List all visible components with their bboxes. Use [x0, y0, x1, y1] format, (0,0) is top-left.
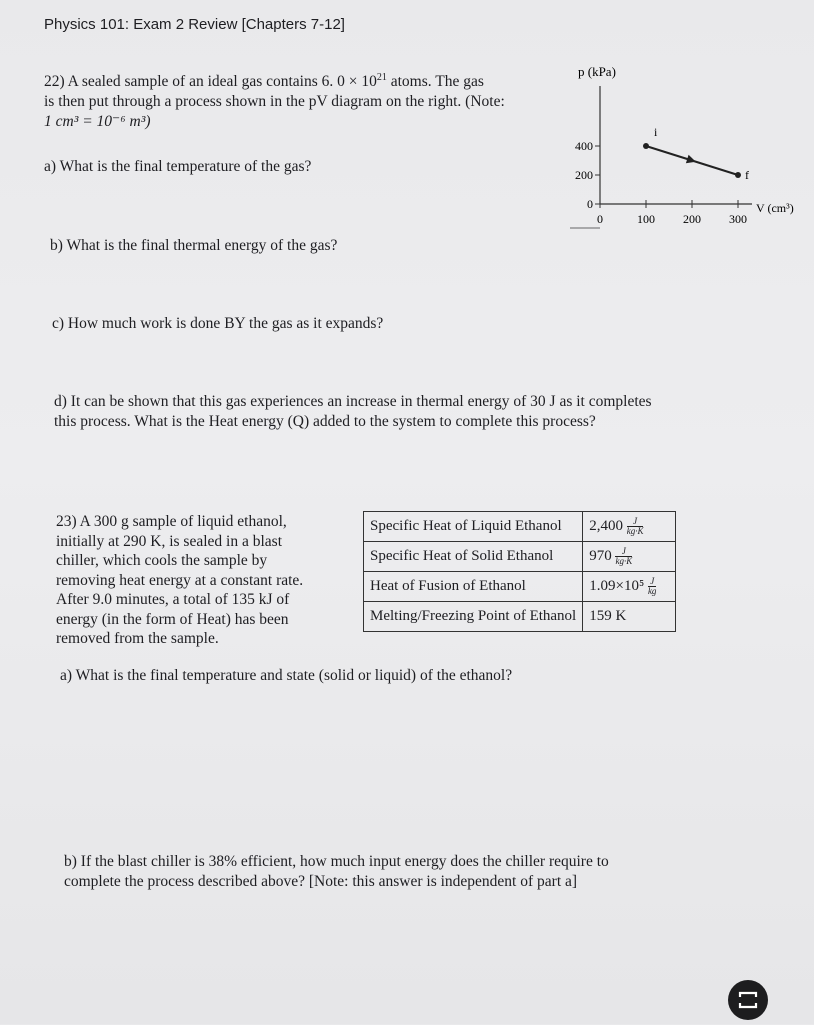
- q23-line: energy (in the form of Heat) has been: [56, 610, 289, 628]
- scan-glyph-icon: [728, 980, 768, 1020]
- table-row: [364, 512, 676, 542]
- y-axis-label: p (kPa): [578, 64, 616, 79]
- q23-line: removing heat energy at a constant rate.: [56, 571, 304, 589]
- question-22: [44, 68, 564, 132]
- table-value: 970 $\frac{J}{kg\cdot K}$: [583, 542, 676, 572]
- table-label: Specific Heat of Liquid Ethanol: [364, 512, 583, 542]
- table-row: [364, 572, 676, 602]
- q23-line: 23) A 300 g sample of liquid ethanol,: [56, 513, 287, 530]
- q23-part-b: [64, 852, 724, 892]
- table-value: 1.09×10⁵ $\frac{J}{kg}$: [583, 572, 676, 602]
- table-label: Melting/Freezing Point of Ethanol: [364, 602, 583, 632]
- table-label: Specific Heat of Solid Ethanol: [364, 542, 583, 572]
- table-value: 159 K: [583, 602, 676, 632]
- q23-part-a: a) What is the final temperature and state (solid or liquid) of the ethanol?: [60, 667, 513, 684]
- q22-part-c: c) How much work is done BY the gas as it expands?: [52, 315, 384, 332]
- x-tick-label: 200: [683, 212, 701, 226]
- q23-line: initially at 290 K, is sealed in a blast: [56, 532, 282, 550]
- q22-part-b: b) What is the final thermal energy of the gas?: [50, 237, 338, 254]
- page-title: Physics 101: Exam 2 Review [Chapters 7-12]: [44, 16, 345, 33]
- scan-icon[interactable]: [728, 980, 768, 1020]
- y-tick-label: 400: [575, 139, 593, 153]
- q23-b-line1: b) If the blast chiller is 38% efficient, how much input energy does the chiller require to: [64, 853, 609, 870]
- q22-d-line1: d) It can be shown that this gas experiences an increase in thermal energy of 30 J as it completes: [54, 393, 652, 410]
- y-tick-label: 0: [587, 197, 593, 211]
- table-label: Heat of Fusion of Ethanol: [364, 572, 583, 602]
- ethanol-properties-table: [363, 511, 676, 632]
- table-row: [364, 542, 676, 572]
- q22-line1: 22) A sealed sample of an ideal gas contains 6. $0 \times 10^{21}$ atoms. The gas: [44, 72, 484, 91]
- table-value: 2,400 $\frac{J}{kg\cdot K}$: [583, 512, 676, 542]
- initial-point-label: i: [654, 125, 658, 139]
- q22-d-line2: this process. What is the Heat energy (Q) added to the system to complete this process?: [54, 413, 596, 430]
- initial-point: [643, 143, 649, 149]
- q22-line2: is then put through a process shown in the pV diagram on the right. (Note:: [44, 93, 505, 111]
- x-axis-label: V (cm³): [756, 201, 794, 215]
- final-point: [735, 172, 741, 178]
- q22-line3: 1 cm³ = 10⁻⁶ m³): [44, 113, 151, 131]
- question-23: [56, 512, 346, 649]
- table-row: [364, 602, 676, 632]
- q23-line: After 9.0 minutes, a total of 135 kJ of: [56, 591, 290, 608]
- q23-line: removed from the sample.: [56, 630, 219, 647]
- q23-b-line2: complete the process described above? [Note: this answer is independent of part a]: [64, 873, 578, 890]
- x-tick-label: 100: [637, 212, 655, 226]
- q22-part-a: a) What is the final temperature of the gas?: [44, 158, 312, 175]
- q22-part-d: [54, 392, 734, 432]
- x-tick-label: 0: [597, 212, 603, 226]
- q23-line: chiller, which cools the sample by: [56, 552, 268, 569]
- y-tick-label: 200: [575, 168, 593, 182]
- pv-diagram: [560, 56, 810, 236]
- final-point-label: f: [745, 168, 749, 182]
- x-tick-label: 300: [729, 212, 747, 226]
